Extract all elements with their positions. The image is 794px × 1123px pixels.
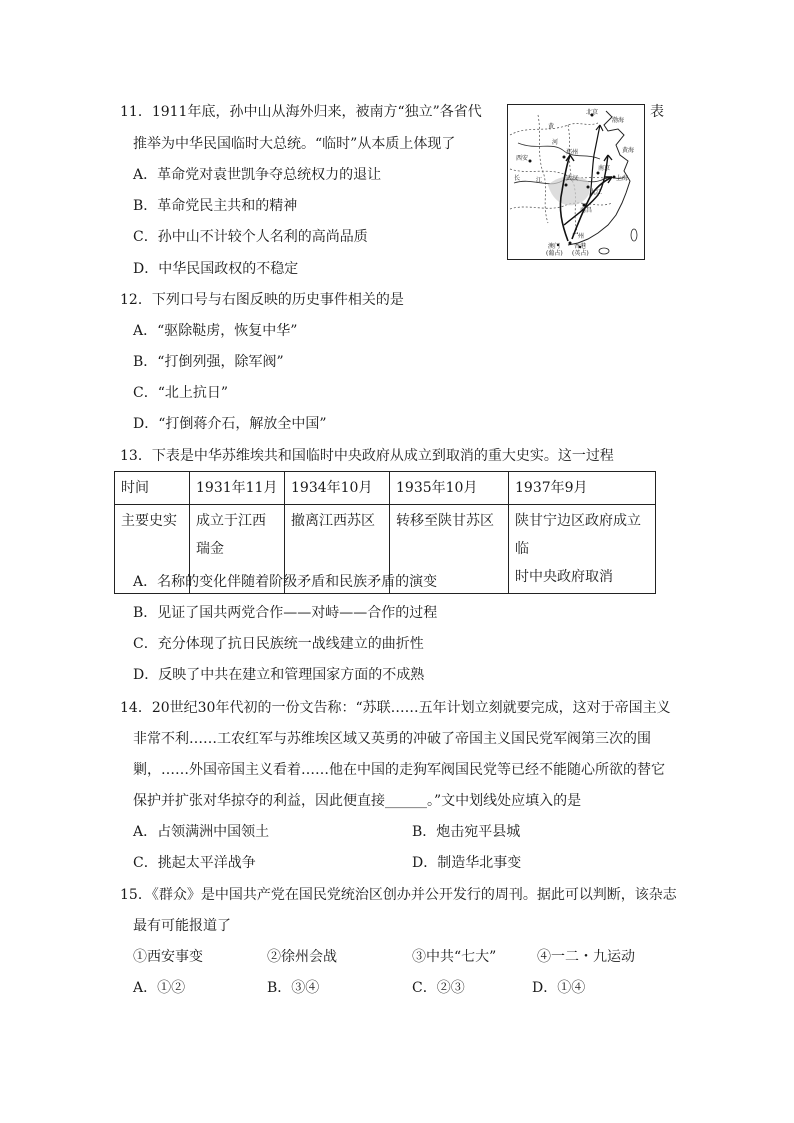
q14-stem-line2: 非常不利……工农红军与苏维埃区域又英勇的冲破了帝国主义国民党军阀第三次的围	[133, 731, 651, 747]
table-header-cell: 1931年11月	[190, 472, 285, 505]
table-header-cell: 时间	[115, 472, 190, 505]
cell-line: 时中央政府取消	[515, 569, 613, 585]
q12-stem: 12．下列口号与右图反映的历史事件相关的是	[120, 292, 404, 308]
map-label-he: 河	[552, 139, 559, 146]
map-label-hongkong: 香港	[574, 243, 587, 250]
q11-option-d: D．中华民国政权的不稳定	[133, 261, 299, 277]
cell-line: 陕甘宁边区政府成立临	[515, 513, 641, 557]
q11-option-a: A．革命党对袁世凯争夺总统权力的退让	[133, 167, 382, 183]
map-label-bohai: 渤海	[612, 117, 625, 124]
q14-stem-line1: 14．20世纪30年代初的一份文告称：“苏联……五年计划立刻就要完成，这对于帝国主义	[120, 700, 671, 716]
map-label-portuguese: (葡占)	[546, 250, 563, 257]
q12-option-c: C．“北上抗日”	[133, 385, 229, 401]
map-label-british: (英占)	[572, 250, 589, 257]
map-label-huang: 黄	[548, 123, 555, 130]
q15-stem-line1: 15．《群众》是中国共产党在国民党统治区创办并公开发行的周刊。据此可以判断，该杂志	[120, 887, 677, 903]
table-header-row	[115, 472, 656, 505]
table-cell	[509, 505, 656, 594]
q14-option-d: D．制造华北事变	[412, 855, 522, 871]
cell-line: 瑞金	[196, 541, 224, 557]
map-label-nanjing: 南京	[598, 165, 611, 172]
q13-stem: 13．下表是中华苏维埃共和国临时中央政府从成立到取消的重大史实。这一过程	[120, 448, 614, 464]
q14-option-b: B．炮击宛平县城	[412, 824, 521, 840]
table-header-cell: 1937年9月	[509, 472, 656, 505]
q11-stem-line1: 11．1911年底，孙中山从海外归来，被南方“独立”各省代	[120, 104, 482, 120]
q15-item-3: ③中共“七大”	[412, 949, 497, 965]
q13-option-a: A．名称的变化伴随着阶级矛盾和民族矛盾的演变	[133, 574, 438, 590]
map-label-chang: 长	[514, 175, 521, 182]
q15-option-d: D．①④	[532, 980, 586, 996]
map-label-shanghai: 上海	[616, 175, 629, 182]
q15-option-b: B．③④	[267, 980, 320, 996]
map-label-macau: 澳门	[548, 243, 561, 250]
q15-item-4: ④一二・九运动	[537, 949, 635, 965]
q13-option-c: C．充分体现了抗日民族统一战线建立的曲折性	[133, 636, 424, 652]
q11-option-c: C．孙中山不计较个人名利的高尚品质	[133, 229, 368, 245]
q14-stem-line3: 剿，……外国帝国主义看着……他在中国的走狗军阀国民党等已经不能随心所欲的替它	[133, 762, 665, 778]
q14-option-a: A．占领满洲中国领土	[133, 824, 270, 840]
q12-option-b: B．“打倒列强，除军阀”	[133, 354, 284, 370]
map-label-wuhan: 武汉	[566, 175, 579, 182]
map-label-zhengzhou: 郑州	[566, 149, 579, 156]
map-label-nanchang: 南昌	[580, 207, 593, 214]
q12-option-a: A．“驱除鞑虏，恢复中华”	[133, 323, 298, 339]
q13-option-b: B．见证了国共两党合作——对峙——合作的过程	[133, 605, 438, 621]
northern-expedition-map	[507, 104, 645, 260]
map-label-beijing: 北京	[586, 109, 599, 116]
cell-line: 撤离江西苏区	[291, 513, 375, 529]
map-label-huanghai: 黄海	[622, 147, 635, 154]
q14-stem-line4: 保护并扩张对华掠夺的利益，因此便直接______。”文中划线处应填入的是	[133, 793, 582, 809]
map-label-guangzhou: 广州	[572, 233, 585, 240]
q12-option-d: D．“打倒蒋介石，解放全中国”	[133, 416, 327, 432]
q15-stem-line2: 最有可能报道了	[133, 918, 231, 934]
table-header-cell: 1934年10月	[285, 472, 390, 505]
map-label-xian: 西安	[516, 155, 529, 162]
q11-stem-line2: 推举为中华民国临时大总统。“临时”从本质上体现了	[133, 136, 456, 152]
q15-option-c: C．②③	[412, 980, 465, 996]
q13-option-d: D．反映了中共在建立和管理国家方面的不成熟	[133, 667, 425, 683]
cell-line: 成立于江西	[196, 513, 266, 529]
table-row-label: 主要史实	[115, 505, 190, 594]
table-header-cell: 1935年10月	[390, 472, 509, 505]
q11-stem-side: 表	[650, 104, 664, 120]
map-label-jiujiang: 九江	[590, 189, 603, 196]
q15-option-a: A．①②	[133, 980, 186, 996]
cell-line: 转移至陕甘苏区	[396, 513, 494, 529]
q11-option-b: B．革命党民主共和的精神	[133, 198, 298, 214]
map-label-jiang: 江	[536, 177, 543, 184]
q15-item-1: ①西安事变	[133, 949, 203, 965]
q14-option-c: C．挑起太平洋战争	[133, 855, 256, 871]
q15-item-2: ②徐州会战	[267, 949, 337, 965]
